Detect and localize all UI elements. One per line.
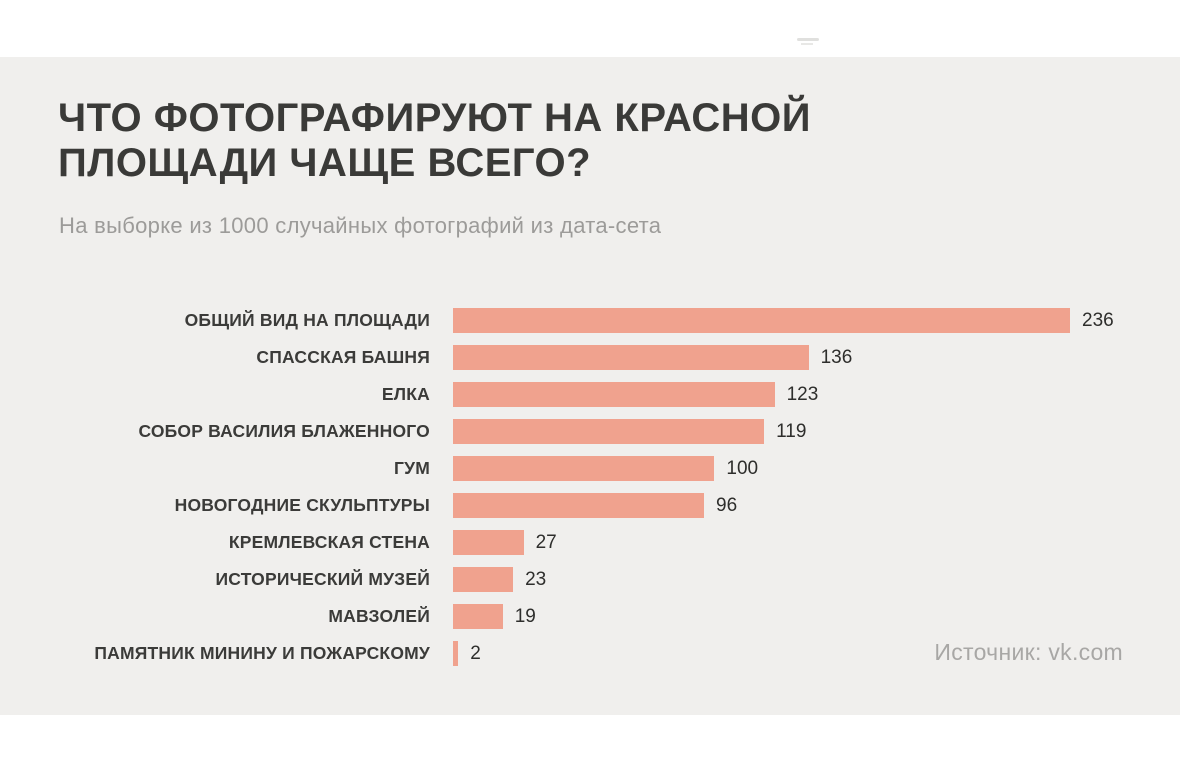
- category-label: СПАССКАЯ БАШНЯ: [256, 347, 430, 367]
- bar-track: [453, 567, 546, 592]
- category-label: НОВОГОДНИЕ СКУЛЬПТУРЫ: [174, 495, 430, 515]
- bar-track: [453, 493, 737, 518]
- category-label: ОБЩИЙ ВИД НА ПЛОЩАДИ: [184, 310, 430, 330]
- bar: [453, 382, 775, 407]
- value-label: 96: [716, 494, 738, 516]
- category-label: ЕЛКА: [381, 384, 430, 404]
- bar: [453, 493, 704, 518]
- category-label: ГУМ: [394, 458, 430, 478]
- bar-row: [0, 561, 1180, 598]
- bar-track: [453, 419, 806, 444]
- bar-row: [0, 413, 1180, 450]
- value-label: 19: [514, 605, 536, 627]
- chart-title: [58, 96, 1058, 186]
- category-label: МАВЗОЛЕЙ: [328, 606, 430, 626]
- chart-title-line2: ПЛОЩАДИ ЧАЩЕ ВСЕГО?: [58, 141, 592, 185]
- bar-track: [453, 456, 758, 481]
- bar-row: [0, 302, 1180, 339]
- watermark-mark: [797, 38, 819, 41]
- source-label: Источник: vk.com: [934, 639, 1123, 665]
- value-label: 123: [786, 383, 819, 405]
- value-label: 100: [726, 457, 759, 479]
- category-label: КРЕМЛЕВСКАЯ СТЕНА: [228, 532, 430, 552]
- bar: [453, 604, 503, 629]
- bar: [453, 641, 458, 666]
- bar: [453, 345, 809, 370]
- bar-track: [453, 604, 536, 629]
- bar-track: [453, 641, 481, 666]
- bar-row: [0, 524, 1180, 561]
- bar: [453, 308, 1070, 333]
- category-label: СОБОР ВАСИЛИЯ БЛАЖЕННОГО: [138, 421, 430, 441]
- chart-subtitle: На выборке из 1000 случайных фотографий из дата-сета: [59, 213, 662, 238]
- bar-track: [453, 308, 1114, 333]
- value-label: 2: [470, 642, 481, 664]
- bar: [453, 419, 764, 444]
- bar: [453, 530, 524, 555]
- bar-row: [0, 450, 1180, 487]
- bar: [453, 456, 714, 481]
- value-label: 236: [1082, 309, 1114, 331]
- value-label: 23: [525, 568, 547, 590]
- value-label: 136: [820, 346, 853, 368]
- bar-track: [453, 345, 852, 370]
- bar-row: [0, 376, 1180, 413]
- bar-track: [453, 530, 557, 555]
- category-label: ПАМЯТНИК МИНИНУ И ПОЖАРСКОМУ: [94, 643, 430, 663]
- bar-row: [0, 339, 1180, 376]
- value-label: 27: [535, 531, 557, 553]
- bar: [453, 567, 513, 592]
- bar-chart: [0, 302, 1180, 672]
- chart-title-line1: ЧТО ФОТОГРАФИРУЮТ НА КРАСНОЙ: [58, 96, 812, 140]
- value-label: 119: [776, 420, 807, 442]
- bar-track: [453, 382, 818, 407]
- category-label: ИСТОРИЧЕСКИЙ МУЗЕЙ: [215, 569, 430, 589]
- bar-row: [0, 487, 1180, 524]
- bar-row: [0, 598, 1180, 635]
